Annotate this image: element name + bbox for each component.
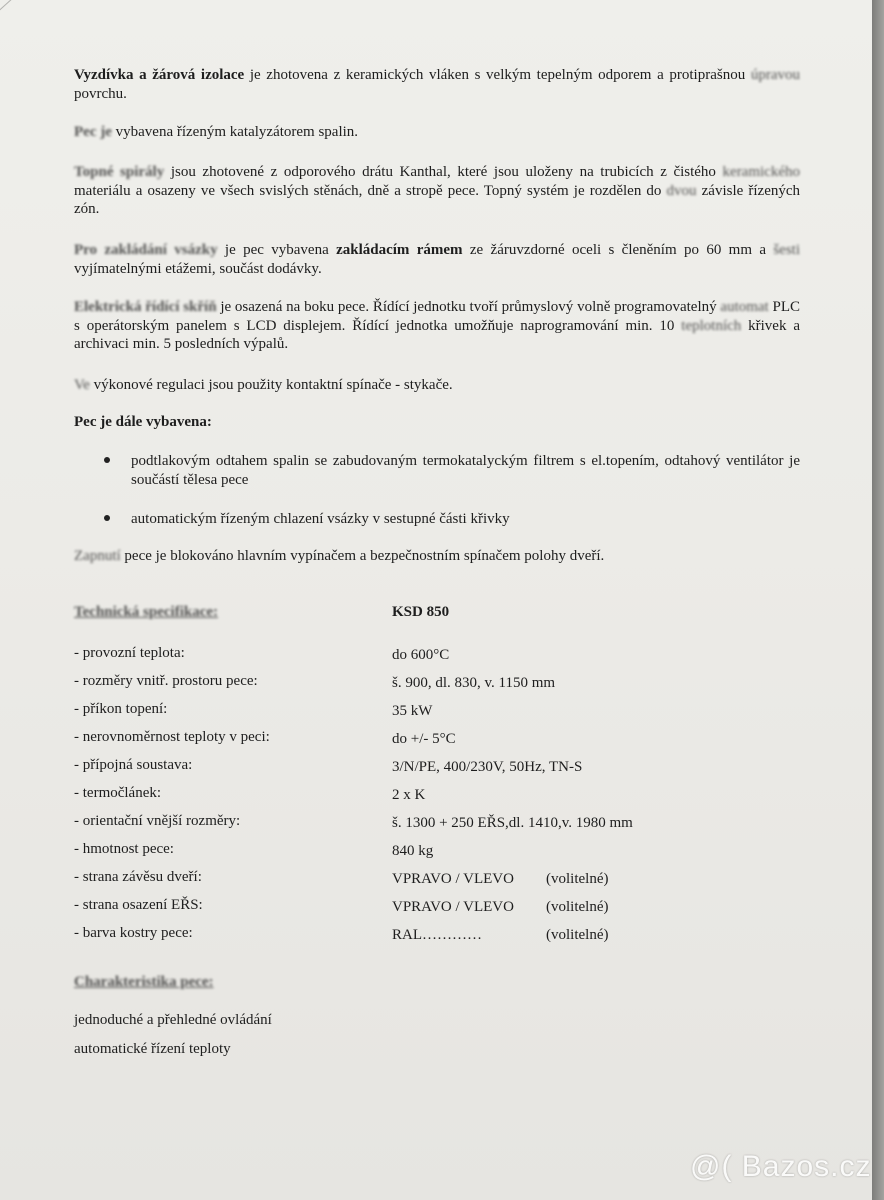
- spec-value: RAL…………: [392, 927, 482, 943]
- paragraph-equipment-heading: [74, 413, 800, 432]
- spec-label: - barva kostry pece:: [74, 925, 193, 941]
- paragraph-heating-tail: závisle řízených zón.: [74, 182, 801, 217]
- blurred-word: keramického: [722, 164, 800, 180]
- paragraph-regulation: [74, 376, 800, 395]
- spec-note: (volitelné): [546, 871, 609, 887]
- spec-label: - orientační vnější rozměry:: [74, 813, 241, 829]
- spec-note: (volitelné): [546, 927, 609, 943]
- blurred-word: úpravou: [750, 67, 800, 83]
- bullet-dot: [104, 515, 110, 521]
- blurred-word: Zapnutí: [74, 548, 121, 564]
- paragraph-loading-tail: vyjímatelnými etážemi, součást dodávky.: [74, 260, 322, 277]
- paragraph-lining: [74, 66, 800, 103]
- paragraph-heating-text-2: materiálu a osazeny ve všech svislých stěnách, dně a stropě pece. Topný systém je rozdělen do: [74, 182, 667, 199]
- spec-label: - přípojná soustava:: [74, 757, 193, 773]
- paragraph-heating-text: jsou zhotovené z odporového drátu Kanthal, které jsou uloženy na trubicích z čistého: [164, 164, 723, 180]
- equipment-heading: Pec je dále vybavena:: [74, 414, 212, 430]
- spec-value: š. 900, dl. 830, v. 1150 mm: [392, 675, 556, 691]
- blurred-word: šesti: [773, 242, 800, 258]
- blurred-word: Ve: [74, 377, 90, 393]
- paragraph-catalyst: [74, 123, 800, 142]
- characteristic-item: automatické řízení teploty: [74, 1041, 231, 1057]
- characteristic-item: jednoduché a přehledné ovládání: [74, 1012, 272, 1028]
- paragraph-loading-text-2: ze žáruvzdorné oceli s členěním po 60 mm a: [462, 242, 774, 258]
- spec-value: 3/N/PE, 400/230V, 50Hz, TN-S: [392, 759, 583, 775]
- site-watermark: @( Bazos.cz: [690, 1150, 872, 1183]
- spec-note: (volitelné): [546, 899, 609, 915]
- spec-value: š. 1300 + 250 EŘS,dl. 1410,v. 1980 mm: [392, 815, 633, 831]
- spec-heading: [74, 604, 218, 621]
- paragraph-interlock-text: pece je blokováno hlavním vypínačem a bezpečnostním spínačem polohy dveří.: [120, 548, 605, 564]
- bullet-dot: [104, 457, 110, 463]
- spec-value: 2 x K: [392, 787, 426, 803]
- bullet-item: automatickým řízeným chlazení vsázky v sestupné části křivky: [131, 511, 510, 527]
- paragraph-loading-text: je pec vybavena: [217, 242, 337, 258]
- spec-label: - termočlánek:: [74, 785, 162, 801]
- paragraph-loading: [74, 241, 800, 278]
- characteristics-heading: [74, 974, 214, 991]
- paragraph-control-text: je osazená na boku pece. Řídící jednotku tvoří průmyslový volně programovatelný: [216, 299, 721, 315]
- paragraph-loading-title: Pro zakládání vsázky: [74, 242, 218, 258]
- paragraph-heating-title: Topné spirály: [74, 164, 165, 180]
- spec-label: - rozměry vnitř. prostoru pece:: [74, 673, 258, 689]
- paragraph-control-cabinet: [74, 298, 800, 354]
- spec-model: KSD 850: [392, 604, 450, 620]
- paragraph-loading-bold: zakládacím rámem: [336, 242, 463, 258]
- spec-value: VPRAVO / VLEVO: [392, 899, 514, 915]
- paper-edge-shadow: [872, 0, 884, 1200]
- blurred-word: dvou: [666, 182, 697, 199]
- paragraph-lining-text: je zhotovena z keramických vláken s velkým tepelným odporem a protiprašnou: [244, 67, 751, 83]
- spec-value: 840 kg: [392, 843, 434, 859]
- paragraph-regulation-text: výkonové regulaci jsou použity kontaktní spínače - stykače.: [89, 377, 453, 393]
- blurred-word: automat: [720, 299, 769, 315]
- blurred-word: Pec je: [74, 124, 112, 140]
- characteristics-heading-text: Charakteristika pece:: [74, 974, 214, 990]
- spec-label: - nerovnoměrnost teploty v peci:: [74, 729, 270, 745]
- spec-heading-text: Technická specifikace:: [74, 604, 219, 620]
- spec-label: - provozní teplota:: [74, 645, 185, 661]
- blurred-word: teplotních: [681, 317, 742, 334]
- paragraph-control-tail: křivek a archivaci min. 5 posledních výpalů.: [74, 317, 800, 352]
- bullet-item: podtlakovým odtahem spalin se zabudovaným termokatalyckým filtrem s el.topením, odtahový ventilátor je součástí tělesa pece: [131, 453, 800, 488]
- paragraph-lining-title: Vyzdívka a žárová izolace: [74, 67, 245, 83]
- spec-label: - příkon topení:: [74, 701, 168, 717]
- spec-label: - hmotnost pece:: [74, 841, 174, 857]
- spec-value: VPRAVO / VLEVO: [392, 871, 514, 887]
- paragraph-lining-tail: povrchu.: [74, 85, 127, 102]
- paragraph-catalyst-text: vybavena řízeným katalyzátorem spalin.: [111, 124, 359, 140]
- paragraph-heating: [74, 163, 800, 219]
- paragraph-control-text-2: PLC s operátorským panelem s LCD displejem. Řídící jednotka umožňuje naprogramování min. 10: [74, 299, 801, 334]
- spec-label: - strana závěsu dveří:: [74, 869, 202, 885]
- paragraph-control-title: Elektrická řídící skříň: [74, 299, 217, 315]
- spec-value: do 600°C: [392, 647, 450, 663]
- spec-label: - strana osazení EŘS:: [74, 897, 203, 913]
- paragraph-interlock: [74, 547, 800, 566]
- spec-value: do +/- 5°C: [392, 731, 456, 747]
- spec-value: 35 kW: [392, 703, 433, 719]
